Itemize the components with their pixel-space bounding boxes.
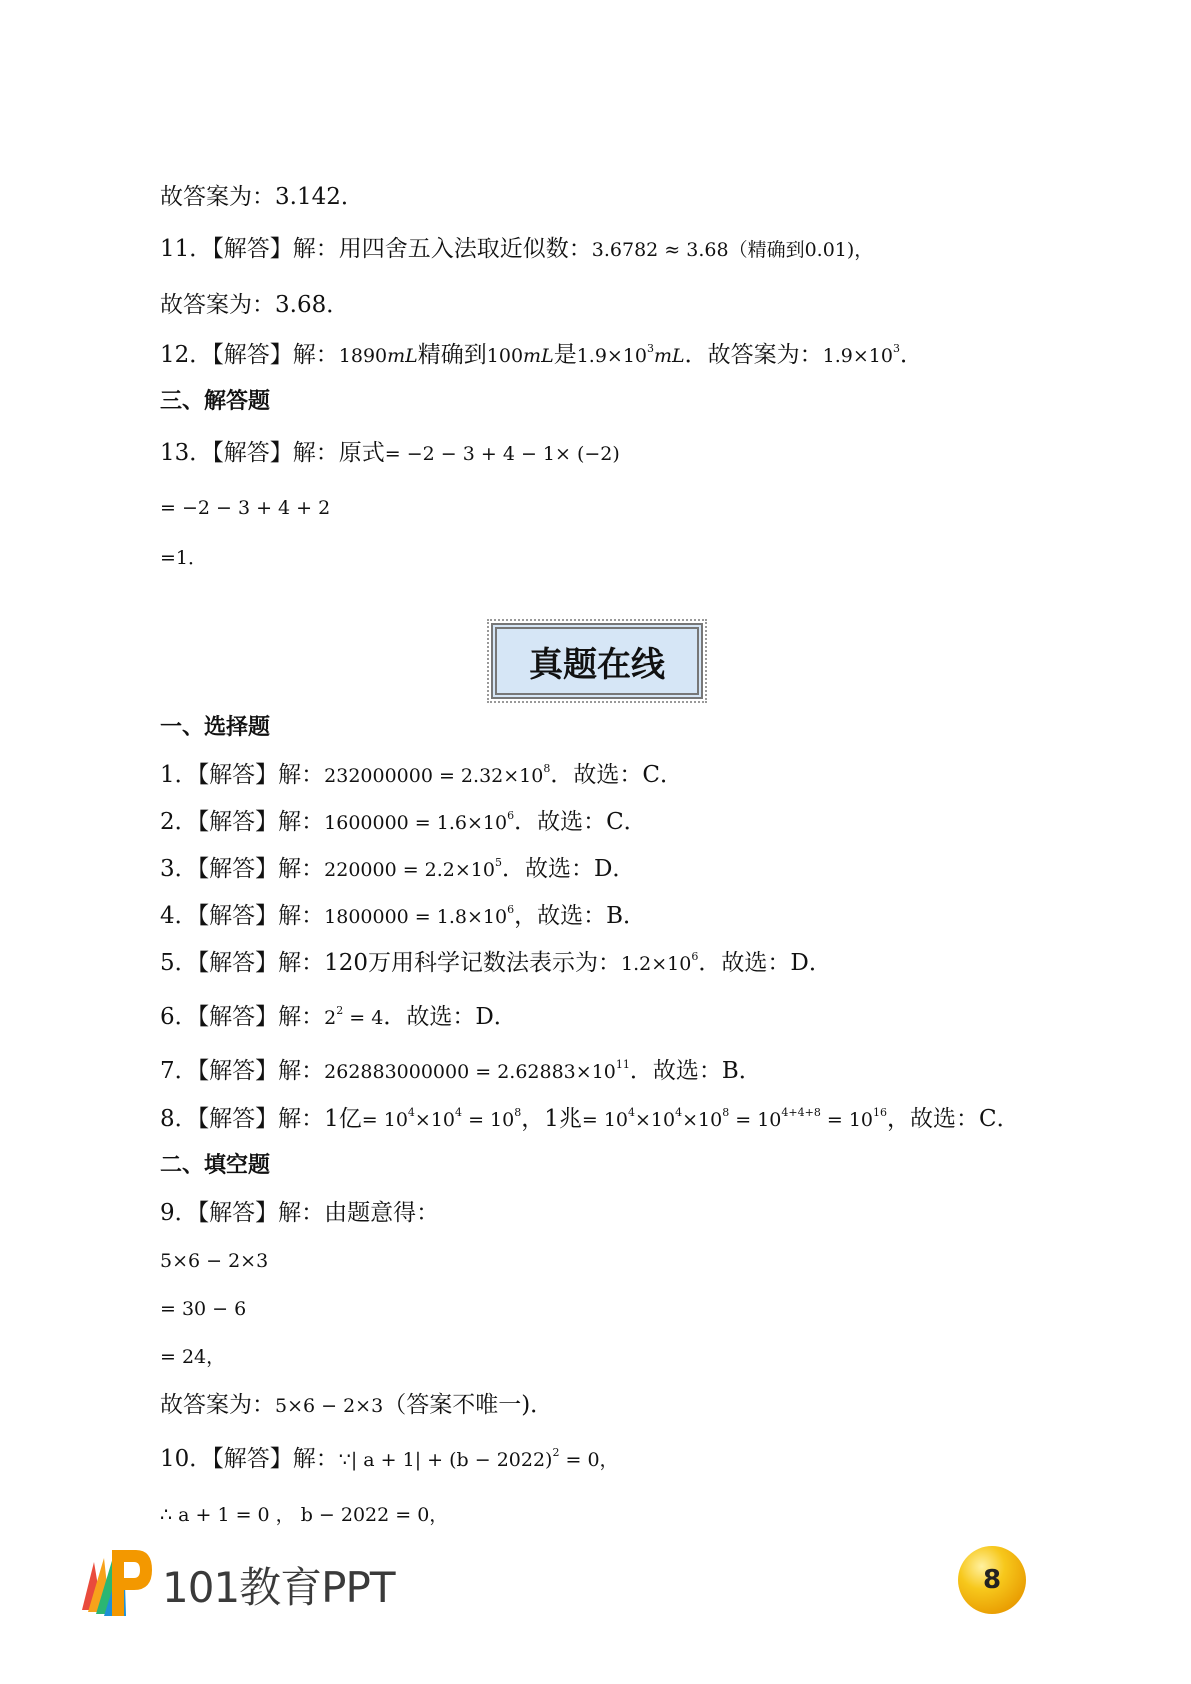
online-answer-2-exponent: 6 xyxy=(507,809,515,822)
answer-11-conclusion: 故答案为：3.68． xyxy=(160,292,350,318)
answer-12-exponent-d: 3 xyxy=(892,342,900,355)
online-answer-7-exponent: 11 xyxy=(615,1058,630,1071)
section-banner: 真题在线 xyxy=(491,623,703,699)
online-answer-10-prefix: 10．【解答】解： xyxy=(160,1446,339,1472)
online-answer-10-expression: ∵| a + 1| + (b − 2022) xyxy=(338,1449,553,1471)
q8-exp-6: 8 xyxy=(722,1106,730,1119)
q8-exp-8: 16 xyxy=(873,1106,888,1119)
online-answer-1-prefix: 1．【解答】解： xyxy=(160,762,325,788)
online-answer-9-conclusion-expression: 5×6 − 2×3 xyxy=(275,1395,384,1417)
logo-text: 101教育PPT xyxy=(162,1563,395,1612)
online-answer-3-expression: 220000 = 2.2×10 xyxy=(324,859,495,881)
online-answer-1 xyxy=(160,760,683,791)
online-answer-8 xyxy=(160,1104,1020,1135)
answer-12-text-c: ．故答案为： xyxy=(684,342,823,368)
online-answer-8-suffix: ，故选：C． xyxy=(887,1106,1020,1132)
q8-term-8: = 10 xyxy=(820,1109,874,1131)
online-answer-4-expression: 1800000 = 1.8×10 xyxy=(324,906,508,928)
online-answer-5-prefix: 5．【解答】解：120万用科学记数法表示为： xyxy=(160,950,622,976)
online-answer-5 xyxy=(160,948,832,979)
logo-icon xyxy=(74,1540,154,1620)
q8-exp-5: 4 xyxy=(675,1106,683,1119)
q8-term-4: = 10 xyxy=(581,1109,628,1131)
online-answer-5-exponent: 6 xyxy=(691,950,699,963)
online-answer-9: 9．【解答】解：由题意得： xyxy=(160,1200,440,1226)
answer-11 xyxy=(160,234,873,265)
q8-exp-7: 4+4+8 xyxy=(781,1106,821,1119)
q8-term-6: ×10 xyxy=(682,1109,723,1131)
answer-13-prefix: 13．【解答】解：原式 xyxy=(160,440,385,466)
online-answer-6-base: 2 xyxy=(324,1007,337,1029)
answer-12-text-a: 精确到 xyxy=(417,342,487,368)
answer-12-unit-b: mL xyxy=(523,345,554,367)
q8-exp-1: 4 xyxy=(407,1106,415,1119)
online-answer-6-suffix: ．故选：D． xyxy=(383,1004,517,1030)
online-answer-7-prefix: 7．【解答】解： xyxy=(160,1058,325,1084)
q8-exp-3: 8 xyxy=(514,1106,522,1119)
online-answer-3-suffix: ．故选：D． xyxy=(501,856,636,882)
answer-12-unit-c: mL xyxy=(654,345,685,367)
online-answer-10 xyxy=(160,1444,619,1475)
online-answer-3-prefix: 3．【解答】解： xyxy=(160,856,325,882)
q8-term-3: = 10 xyxy=(462,1109,515,1131)
online-answer-7 xyxy=(160,1056,762,1087)
q8-term-1: = 10 xyxy=(361,1109,408,1131)
answer-12-prefix: 12．【解答】解： xyxy=(160,342,339,368)
answer-12 xyxy=(160,340,923,371)
online-answer-1-exponent: 8 xyxy=(543,762,551,775)
online-answer-6-exponent: 2 xyxy=(336,1004,344,1017)
answer-12-text-b: 是 xyxy=(553,342,577,368)
online-answer-4-exponent: 6 xyxy=(507,903,515,916)
online-answer-10-step-2: ∴ a + 1 = 0 ， b − 2022 = 0， xyxy=(160,1504,449,1526)
online-answer-5-expression: 1.2×10 xyxy=(621,953,692,975)
q8-term-7: = 10 xyxy=(729,1109,782,1131)
answer-11-suffix: （精确到0.01)， xyxy=(728,239,874,261)
online-answer-6-expression: = 4 xyxy=(343,1007,384,1029)
online-answer-1-suffix: ．故选：C． xyxy=(550,762,683,788)
online-answer-9-conclusion-suffix: （答案不唯一)． xyxy=(383,1392,554,1418)
section-heading-answers: 三、解答题 xyxy=(160,389,271,414)
answer-13-step-3: =1． xyxy=(160,547,208,569)
online-answer-10-exponent: 2 xyxy=(552,1446,560,1459)
online-answer-9-step-2: = 30 − 6 xyxy=(160,1298,247,1320)
online-answer-7-suffix: ．故选：B． xyxy=(629,1058,762,1084)
q8-exp-4: 4 xyxy=(628,1106,635,1119)
online-answer-4 xyxy=(160,901,646,932)
section-heading-choice: 一、选择题 xyxy=(160,715,271,740)
answer-11-prefix: 11．【解答】解：用四舍五入法取近似数： xyxy=(160,236,592,262)
answer-12-value-b: 100 xyxy=(486,345,524,367)
online-answer-3 xyxy=(160,854,635,885)
online-answer-4-prefix: 4．【解答】解： xyxy=(160,903,325,929)
answer-13-expression: = −2 − 3 + 4 − 1× (−2) xyxy=(384,443,620,465)
online-answer-9-step-1: 5×6 − 2×3 xyxy=(160,1250,269,1272)
online-answer-7-expression: 262883000000 = 2.62883×10 xyxy=(324,1061,616,1083)
online-answer-1-expression: 232000000 = 2.32×10 xyxy=(324,765,544,787)
online-answer-2-suffix: ．故选：C． xyxy=(514,809,647,835)
online-answer-2-expression: 1600000 = 1.6×10 xyxy=(324,812,508,834)
online-answer-2-prefix: 2．【解答】解： xyxy=(160,809,325,835)
online-answer-2 xyxy=(160,807,647,838)
answer-12-unit-a: mL xyxy=(387,345,418,367)
online-answer-6 xyxy=(160,1002,517,1033)
q8-exp-2: 4 xyxy=(455,1106,463,1119)
answer-12-value-d: 1.9×10 xyxy=(822,345,893,367)
page-number-badge: 8 xyxy=(958,1546,1026,1614)
answer-12-value-c: 1.9×10 xyxy=(576,345,648,367)
answer-12-end: ． xyxy=(899,342,923,368)
answer-13 xyxy=(160,438,620,469)
online-answer-10-expression-end: = 0， xyxy=(559,1449,619,1471)
answer-10-conclusion: 故答案为：3.142． xyxy=(160,184,364,210)
online-answer-9-step-3: = 24， xyxy=(160,1346,226,1368)
answer-12-value-a: 1890 xyxy=(338,345,388,367)
online-answer-9-conclusion xyxy=(160,1390,553,1421)
answer-13-step-2: = −2 − 3 + 4 + 2 xyxy=(160,497,331,519)
section-heading-fill: 二、填空题 xyxy=(160,1153,271,1178)
q8-mid: ，1兆 xyxy=(521,1106,582,1132)
online-answer-6-prefix: 6．【解答】解： xyxy=(160,1004,325,1030)
q8-term-5: ×10 xyxy=(635,1109,676,1131)
online-answer-5-suffix: ．故选：D． xyxy=(698,950,832,976)
q8-term-2: ×10 xyxy=(414,1109,456,1131)
answer-11-expression: 3.6782 ≈ 3.68 xyxy=(591,239,729,261)
online-answer-4-suffix: ，故选：B． xyxy=(514,903,646,929)
online-answer-9-conclusion-prefix: 故答案为： xyxy=(160,1392,275,1418)
online-answer-8-prefix: 8．【解答】解：1亿 xyxy=(160,1106,362,1132)
online-answer-3-exponent: 5 xyxy=(494,856,502,869)
answer-12-exponent-c: 3 xyxy=(647,342,655,355)
